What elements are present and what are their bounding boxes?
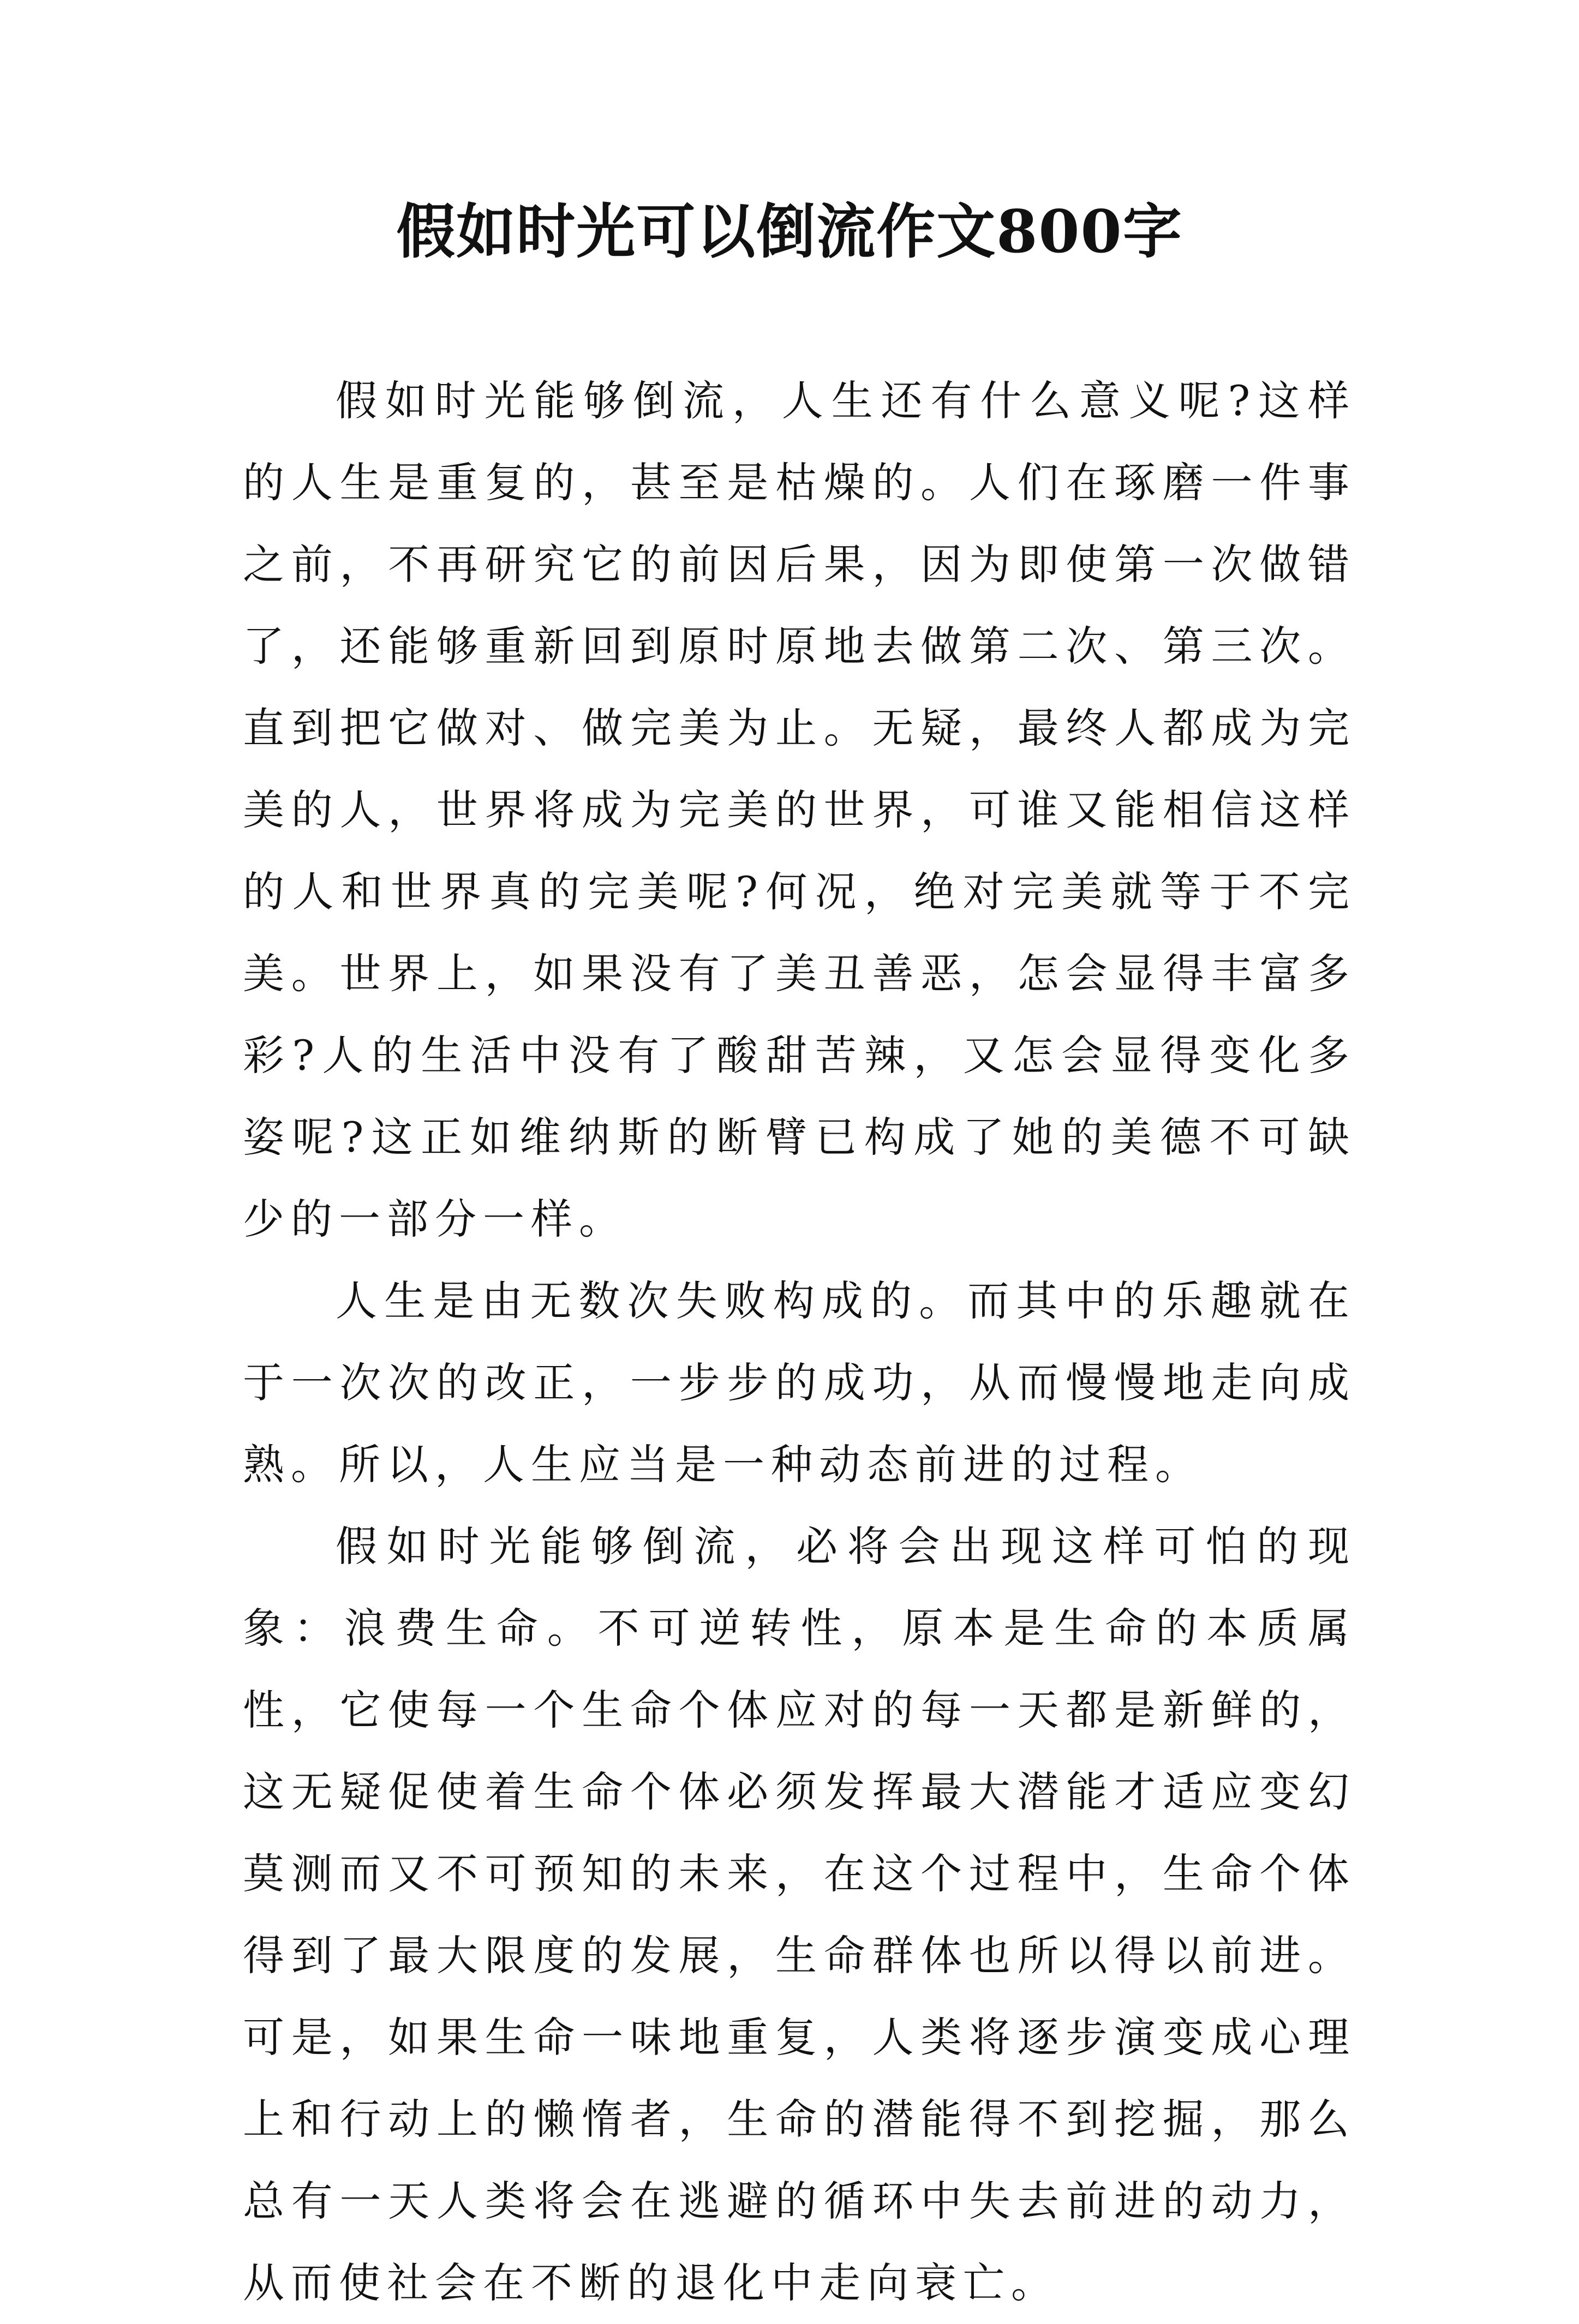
document-title: 假如时光可以倒流作文800字 <box>396 197 1183 266</box>
paragraph-2: 人生是由无数次失败构成的。而其中的乐趣就在于一次次的改正，一步步的成功，从而慢慢地走向成熟。所以，人生应当是一种动态前进的过程。 <box>243 1277 1356 1489</box>
paragraph-3: 假如时光能够倒流，必将会出现这样可怕的现象：浪费生命。不可逆转性，原本是生命的本质属性，它使每一个生命个体应对的每一天都是新鲜的，这无疑促使着生命个体必须发挥最大潜能才适应变幻莫测而又不可预知的未来，在这个过程中，生命个体得到了最大限度的发展，生命群体也所以得以前进。可是，如果生命一味地重复，人类将逐步演变成心理上和行动上的懒惰者，生命的潜能得不到挖掘，那么总有一天人类将会在逃避的循环中失去前进的动力，从而使社会在不断的退化中走向衰亡。 <box>243 1522 1356 2307</box>
document-body <box>243 360 1356 2324</box>
paragraph-1: 假如时光能够倒流，人生还有什么意义呢?这样的人生是重复的，甚至是枯燥的。人们在琢磨一件事之前，不再研究它的前因后果，因为即使第一次做错了，还能够重新回到原时原地去做第二次、第三次。直到把它做对、做完美为止。无疑，最终人都成为完美的人，世界将成为完美的世界，可谁又能相信这样的人和世界真的完美呢?何况，绝对完美就等于不完美。世界上，如果没有了美丑善恶，怎会显得丰富多彩?人的生活中没有了酸甜苦辣，又怎会显得变化多姿呢?这正如维纳斯的断臂已构成了她的美德不可缺少的一部分一样。 <box>243 376 1356 1243</box>
